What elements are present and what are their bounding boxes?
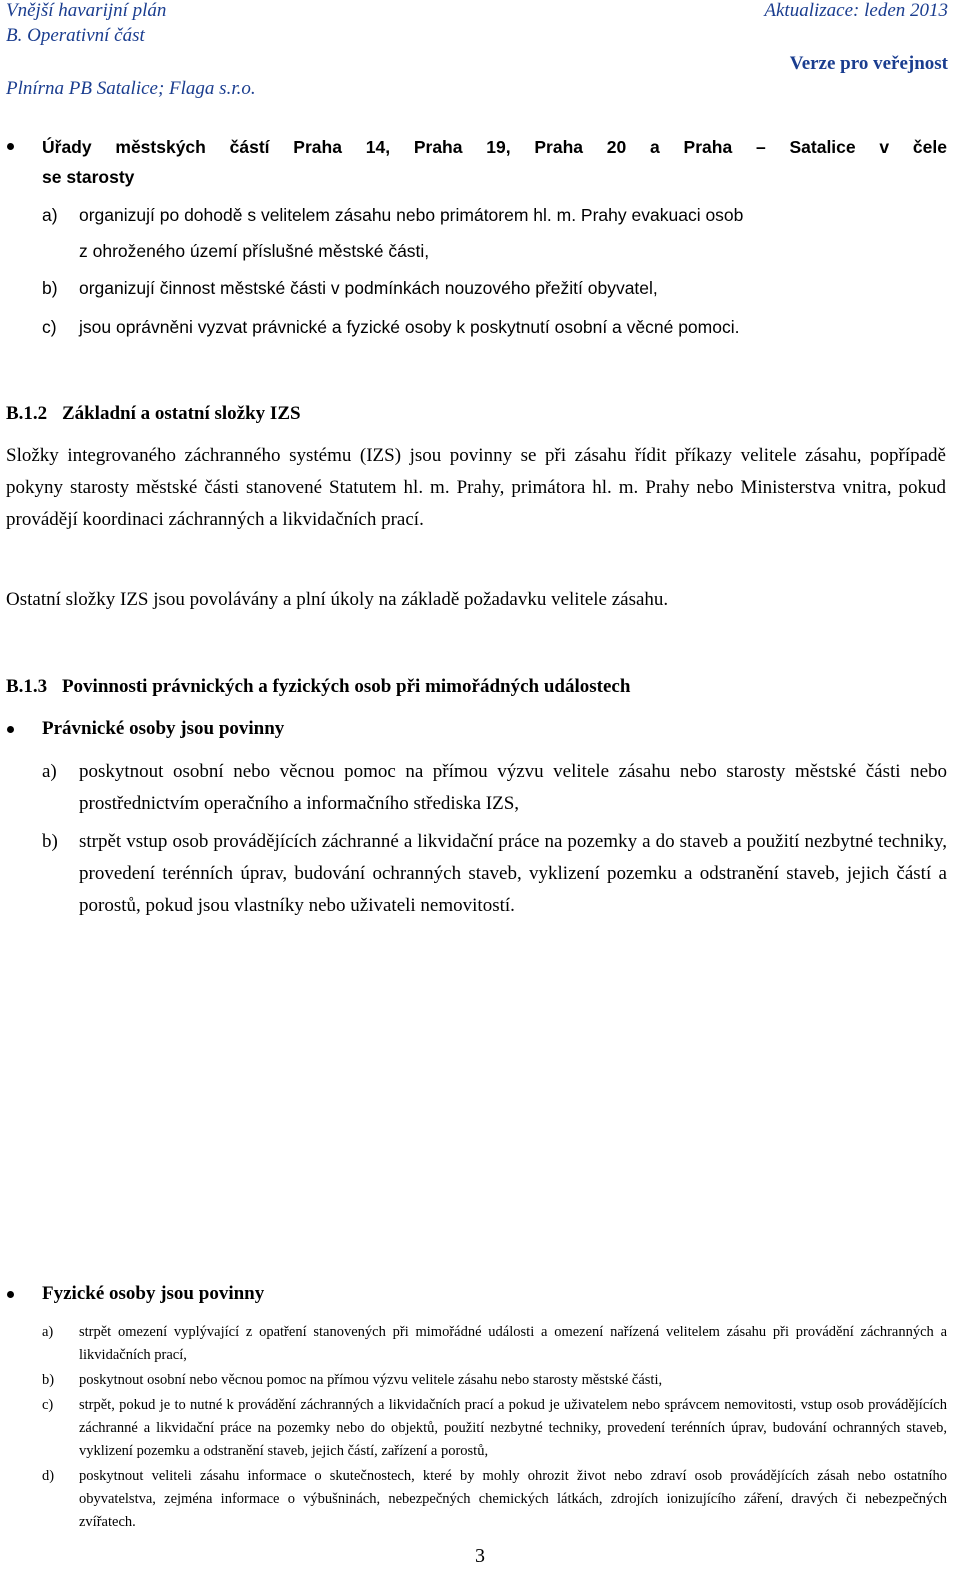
natural-item-d-text: poskytnout veliteli zásahu informace o skutečnostech, které by mohly ohrozit život nebo zdraví osob provádějících zásah nebo ostatního obyvatelstva, zejména informace o výbušninách, nebezpečných chemických látkách, zdrojích ionizujícího záření, dravých či nebezpečných zvířatech. xyxy=(79,1468,947,1530)
offices-item-b-line1: organizují činnost městské části v podmínkách nouzového přežití obyvatel, xyxy=(79,278,658,298)
legal-item-b-label: b) xyxy=(42,831,58,852)
section-b12-number: B.1.2 xyxy=(6,403,48,424)
offices-item-c xyxy=(42,309,947,345)
natural-item-c-label: c) xyxy=(42,1397,54,1413)
natural-heading: Fyzické osoby jsou povinny xyxy=(42,1283,265,1304)
section-b12-para1: Složky integrovaného záchranného systému (IZS) jsou povinny se při zásahu řídit příkazy velitele zásahu, popřípadě pokyny starosty městské části stanovené Statutem hl. m. Prahy, primátora hl. m. Prahy nebo Ministerstva vnitra, pokud provádějí koordinaci záchranných a likvidačních prací. xyxy=(6,445,946,530)
natural-item-a xyxy=(42,1321,947,1367)
offices-item-b-label: b) xyxy=(42,278,58,298)
offices-heading-line2: se starosty xyxy=(42,167,135,187)
bullet-legal xyxy=(7,726,14,733)
legal-item-b-text: strpět vstup osob provádějících záchranné a likvidační práce na pozemky a do staveb a použití nezbytné techniky, provedení terénních úprav, budování ochranných staveb, vyklizení pozemku a odstranění staveb, jejich částí a porostů, pokud jsou vlastníky nebo uživateli nemovitostí. xyxy=(79,831,947,916)
natural-item-b xyxy=(42,1369,947,1392)
natural-item-c xyxy=(42,1394,947,1463)
header-company: Plnírna PB Satalice; Flaga s.r.o. xyxy=(6,78,256,99)
offices-item-c-line1: jsou oprávněni vyzvat právnické a fyzické osoby k poskytnutí osobní a věcné pomoci. xyxy=(79,317,740,337)
legal-item-a xyxy=(42,756,947,820)
offices-item-b xyxy=(42,270,947,306)
offices-item-a-line1: organizují po dohodě s velitelem zásahu nebo primátorem hl. m. Prahy evakuaci osob xyxy=(79,205,744,225)
offices-item-a-label: a) xyxy=(42,205,58,225)
natural-item-d-label: d) xyxy=(42,1468,55,1484)
header-version: Verze pro veřejnost xyxy=(789,53,948,74)
bullet-offices xyxy=(7,143,14,150)
section-b13-number: B.1.3 xyxy=(6,676,48,697)
bullet-natural xyxy=(7,1291,14,1298)
section-b12-title: Základní a ostatní složky IZS xyxy=(61,403,301,424)
natural-item-b-label: b) xyxy=(42,1372,55,1388)
header-doc-title: Vnější havarijní plán xyxy=(6,0,167,21)
legal-item-a-label: a) xyxy=(42,761,57,782)
natural-item-d xyxy=(42,1465,947,1534)
section-b12-heading xyxy=(6,398,946,430)
natural-item-b-text: poskytnout osobní nebo věcnou pomoc na přímou výzvu velitele zásahu nebo starosty městské části, xyxy=(79,1372,663,1388)
page-number: 3 xyxy=(475,1545,485,1567)
offices-item-a xyxy=(42,197,947,269)
offices-heading-line1: Úřady městských částí Praha 14, Praha 19, Praha 20 a Praha – Satalice v čele xyxy=(42,137,947,157)
natural-item-c-text: strpět, pokud je to nutné k provádění záchranných a likvidačních prací a pokud je uživatelem nebo správcem nemovitosti, vstup osob provádějících záchranné a likvidační práce na pozemky nebo do objektů, použití nezbytné techniky, provedení terénních úprav, budování ochranných staveb, vyklizení pozemku a odstranění staveb, jejich částí, zařízení a porostů, xyxy=(79,1397,947,1459)
legal-item-a-text: poskytnout osobní nebo věcnou pomoc na přímou výzvu velitele zásahu nebo starosty městské části nebo prostřednictvím operačního a informačního střediska IZS, xyxy=(79,761,947,814)
legal-heading: Právnické osoby jsou povinny xyxy=(42,718,285,739)
section-b13-heading xyxy=(6,671,946,703)
legal-item-b xyxy=(42,826,947,922)
natural-item-a-text: strpět omezení vyplývající z opatření stanovených při mimořádné události a omezení nařízená velitelem zásahu při provádění záchranných a likvidačních prací, xyxy=(79,1324,947,1363)
header-section: B. Operativní část xyxy=(6,25,145,46)
offices-item-a-line2: z ohroženého území příslušné městské části, xyxy=(79,241,430,261)
section-b12-para2: Ostatní složky IZS jsou povolávány a plní úkoly na základě požadavku velitele zásahu. xyxy=(6,589,669,610)
header-update: Aktualizace: leden 2013 xyxy=(764,0,948,21)
section-b13-title: Povinnosti právnických a fyzických osob při mimořádných událostech xyxy=(61,676,631,697)
offices-item-c-label: c) xyxy=(42,317,57,337)
natural-item-a-label: a) xyxy=(42,1324,54,1340)
